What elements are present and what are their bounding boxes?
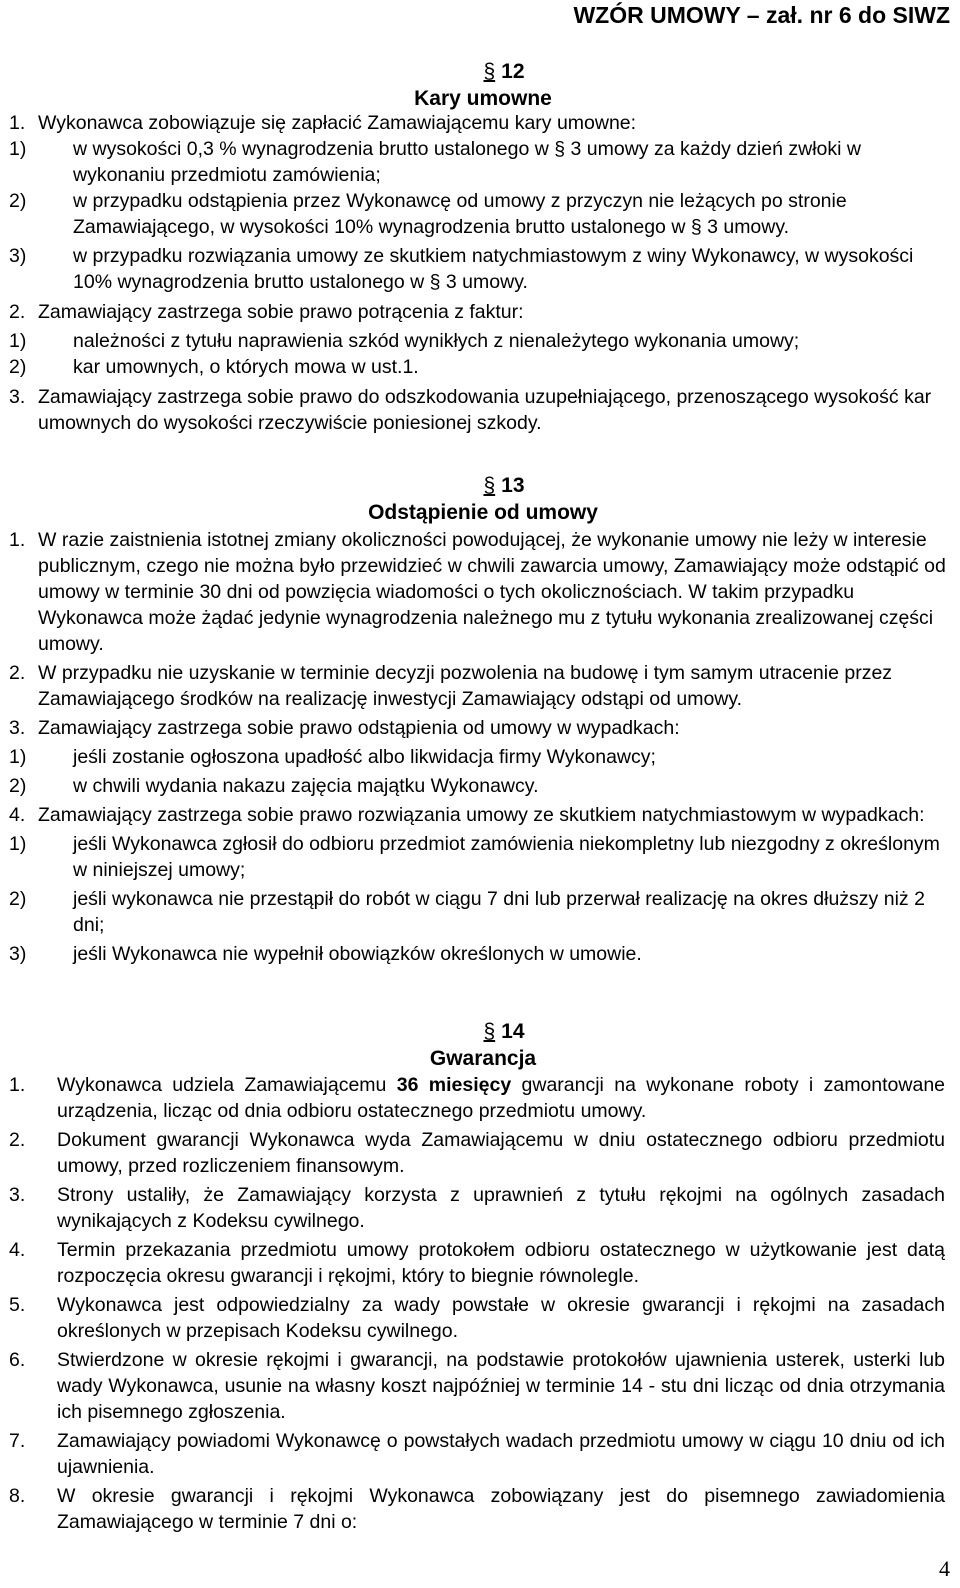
item-number: 1. bbox=[9, 112, 26, 134]
item-number: 5. bbox=[9, 1294, 26, 1316]
section-14-heading bbox=[0, 1018, 960, 1072]
item-text: W okresie gwarancji i rękojmi Wykonawca zobowiązany jest do pisemnego zawiadomienia Zamawiającego w terminie 7 dni o: bbox=[57, 1485, 945, 1533]
item-number: 8. bbox=[9, 1485, 26, 1507]
item-text: Wykonawca jest odpowiedzialny za wady powstałe w okresie gwarancji i rękojmi na zasadach określonych w przepisach Kodeksu cywilnego. bbox=[57, 1294, 945, 1342]
section-13-number bbox=[0, 472, 960, 499]
item-text: W razie zaistnienia istotnej zmiany okoliczności powodującej, że wykonanie umowy nie leży w interesie publicznym, czego nie można było przewidzieć w chwili zawarcia umowy, Zamawiający może odstąpić od umowy w terminie 30 dni od powzięcia wiadomości o tych okolicznościach. W takim przypadku Wykonawca może żądać jedynie wynagrodzenia należnego mu z tytułu wykonania zrealizowanej części umowy. bbox=[38, 529, 946, 655]
item-text: Zamawiający zastrzega sobie prawo potrącenia z faktur: bbox=[38, 301, 524, 323]
list-item bbox=[9, 1072, 945, 1124]
item-text: Zamawiający zastrzega sobie prawo rozwiązania umowy ze skutkiem natychmiastowym w wypadkach: bbox=[38, 804, 925, 826]
list-item bbox=[9, 328, 949, 354]
warranty-period: 36 miesięcy bbox=[396, 1074, 512, 1096]
list-item bbox=[9, 110, 949, 136]
section-13-title: Odstąpienie od umowy bbox=[368, 501, 598, 524]
item-number: 2. bbox=[9, 1129, 26, 1151]
item-number: 3. bbox=[9, 717, 26, 739]
item-number: 2) bbox=[9, 190, 27, 212]
section-12-heading bbox=[0, 58, 960, 112]
list-item bbox=[9, 660, 949, 712]
list-item bbox=[9, 299, 949, 325]
item-text: należności z tytułu naprawienia szkód wynikłych z nienależytego wykonania umowy; bbox=[73, 330, 800, 352]
item-text: Stwierdzone w okresie rękojmi i gwarancji, na podstawie protokołów ujawnienia usterek, usterki lub wady Wykonawca, usunie na własny koszt najpóźniej w terminie 14 - stu dni licząc od dnia otrzymania ich pisemnego zgłoszenia. bbox=[57, 1349, 945, 1423]
item-number: 2) bbox=[9, 775, 27, 797]
section-14-title: Gwarancja bbox=[429, 1047, 537, 1070]
list-item bbox=[9, 1428, 945, 1480]
page-number: 4 bbox=[939, 1556, 950, 1581]
section-13-heading bbox=[0, 472, 960, 526]
item-number: 7. bbox=[9, 1430, 26, 1452]
item-number: 2) bbox=[9, 888, 27, 910]
paragraph-sign: § bbox=[483, 60, 496, 83]
item-number: 4. bbox=[9, 1239, 26, 1261]
list-item bbox=[9, 354, 949, 380]
item-number: 3) bbox=[9, 943, 27, 965]
list-item bbox=[9, 1182, 945, 1234]
item-text: jeśli Wykonawca nie wypełnił obowiązków określonych w umowie. bbox=[73, 943, 642, 965]
list-item bbox=[9, 1127, 945, 1179]
item-text: Strony ustaliły, że Zamawiający korzysta z uprawnień z tytułu rękojmi na ogólnych zasadach wynikających z Kodeksu cywilnego. bbox=[57, 1184, 945, 1232]
list-item bbox=[9, 136, 949, 188]
item-number: 6. bbox=[9, 1349, 26, 1371]
item-number: 3. bbox=[9, 386, 26, 408]
list-item bbox=[9, 243, 949, 295]
list-item bbox=[9, 1237, 945, 1289]
item-number: 1. bbox=[9, 1074, 26, 1096]
section-number-text: 12 bbox=[501, 60, 525, 83]
list-item bbox=[9, 802, 949, 828]
item-text: Dokument gwarancji Wykonawca wyda Zamawiającemu w dniu ostatecznego odbioru przedmiotu umowy, przed rozliczeniem finansowym. bbox=[57, 1129, 945, 1177]
item-text-part: Wykonawca udziela Zamawiającemu bbox=[57, 1074, 387, 1096]
section-14-number bbox=[0, 1018, 960, 1045]
item-number: 1) bbox=[9, 330, 27, 352]
list-item bbox=[9, 831, 949, 883]
item-number: 1. bbox=[9, 529, 26, 551]
item-text: Wykonawca zobowiązuje się zapłacić Zamawiającemu kary umowne: bbox=[38, 112, 637, 134]
item-text-part: gwarancji na wykonane roboty i zamontowane urządzenia, licząc od dnia odbioru ostatecznego przedmiotu umowy. bbox=[57, 1074, 946, 1122]
item-text: w przypadku rozwiązania umowy ze skutkiem natychmiastowym z winy Wykonawcy, w wysokości 10% wynagrodzenia brutto ustalonego w § 3 umowy. bbox=[73, 245, 914, 293]
section-number-text: 14 bbox=[501, 1020, 525, 1043]
item-number: 2) bbox=[9, 356, 27, 378]
list-item bbox=[9, 715, 949, 741]
document-header: WZÓR UMOWY – zał. nr 6 do SIWZ bbox=[573, 2, 950, 28]
list-item bbox=[9, 1347, 945, 1425]
item-text: W przypadku nie uzyskanie w terminie decyzji pozwolenia na budowę i tym samym utracenie przez Zamawiającego środków na realizację inwestycji Zamawiający odstąpi od umowy. bbox=[38, 662, 893, 710]
list-item bbox=[9, 1292, 945, 1344]
list-item bbox=[9, 188, 949, 240]
item-text: jeśli zostanie ogłoszona upadłość albo likwidacja firmy Wykonawcy; bbox=[73, 746, 656, 768]
item-text: jeśli Wykonawca zgłosił do odbioru przedmiot zamówienia niekompletny lub niezgodny z określonym w niniejszej umowy; bbox=[73, 833, 940, 881]
item-number: 1) bbox=[9, 833, 27, 855]
list-item bbox=[9, 1483, 945, 1535]
section-12-number bbox=[0, 58, 960, 85]
item-text bbox=[57, 1072, 945, 1124]
item-text: Termin przekazania przedmiotu umowy protokołem odbioru ostatecznego w użytkowanie jest datą rozpoczęcia okresu gwarancji i rękojmi, który to biegnie równolegle. bbox=[57, 1239, 945, 1287]
item-text: Zamawiający zastrzega sobie prawo do odszkodowania uzupełniającego, przenoszącego wysokość kar umownych do wysokości rzeczywiście poniesionej szkody. bbox=[38, 386, 932, 434]
paragraph-sign: § bbox=[483, 1020, 496, 1043]
list-item bbox=[9, 527, 949, 657]
item-text: kar umownych, o których mowa w ust.1. bbox=[73, 356, 419, 378]
list-item bbox=[9, 773, 949, 799]
item-number: 3) bbox=[9, 245, 27, 267]
item-text: w chwili wydania nakazu zajęcia majątku Wykonawcy. bbox=[73, 775, 539, 797]
item-text: jeśli wykonawca nie przestąpił do robót w ciągu 7 dni lub przerwał realizację na okres dłuższy niż 2 dni; bbox=[73, 888, 925, 936]
list-item bbox=[9, 744, 949, 770]
section-14-body bbox=[9, 1072, 945, 1535]
list-item bbox=[9, 941, 949, 967]
item-text: Zamawiający zastrzega sobie prawo odstąpienia od umowy w wypadkach: bbox=[38, 717, 680, 739]
section-13-body bbox=[9, 527, 949, 967]
item-text: w wysokości 0,3 % wynagrodzenia brutto ustalonego w § 3 umowy za każdy dzień zwłoki w wykonaniu przedmiotu zamówienia; bbox=[73, 138, 861, 186]
item-number: 1) bbox=[9, 746, 27, 768]
item-number: 2. bbox=[9, 301, 26, 323]
item-number: 2. bbox=[9, 662, 26, 684]
section-12-body bbox=[9, 110, 949, 436]
list-item bbox=[9, 886, 949, 938]
section-number-text: 13 bbox=[501, 474, 525, 497]
paragraph-sign: § bbox=[483, 474, 496, 497]
item-number: 1) bbox=[9, 138, 27, 160]
item-text: w przypadku odstąpienia przez Wykonawcę od umowy z przyczyn nie leżących po stronie Zamawiającego, w wysokości 10% wynagrodzenia brutto ustalonego w § 3 umowy. bbox=[73, 190, 847, 238]
item-number: 3. bbox=[9, 1184, 26, 1206]
list-item bbox=[9, 384, 949, 436]
item-text: Zamawiający powiadomi Wykonawcę o powstałych wadach przedmiotu umowy w ciągu 10 dniu od ich ujawnienia. bbox=[57, 1430, 945, 1478]
item-number: 4. bbox=[9, 804, 26, 826]
section-12-title: Kary umowne bbox=[414, 87, 552, 110]
